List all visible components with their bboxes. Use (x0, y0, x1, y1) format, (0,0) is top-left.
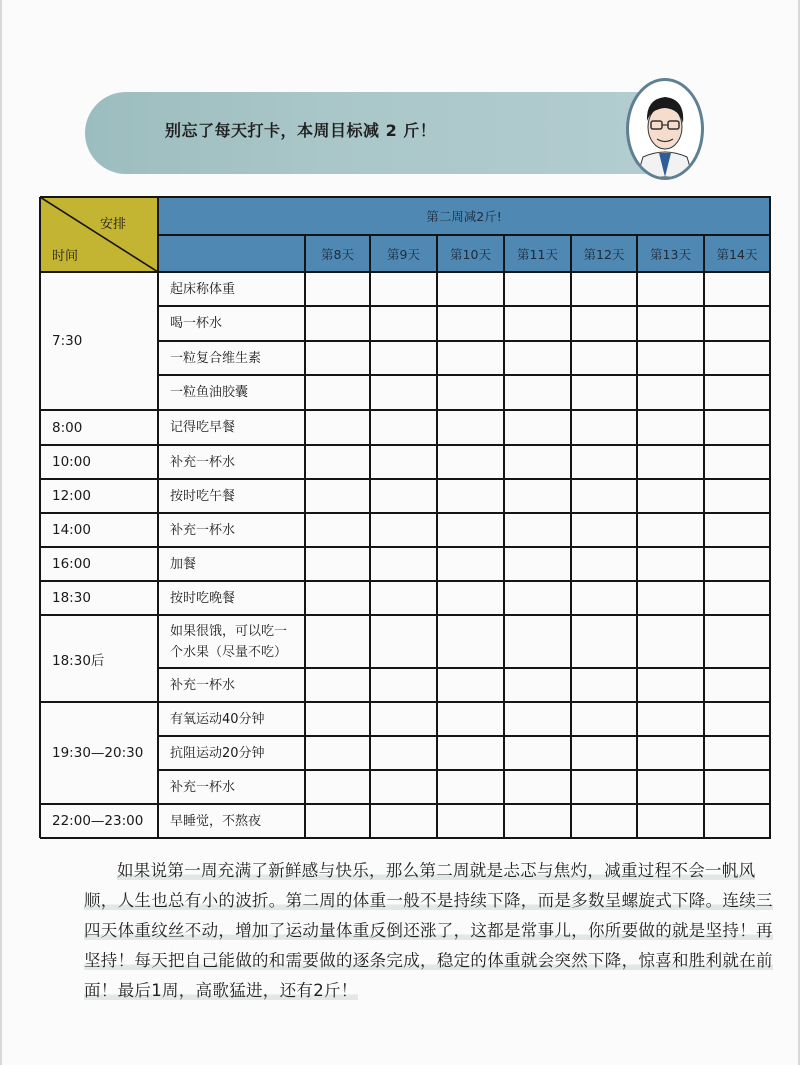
column-divider (703, 235, 705, 838)
column-divider (436, 235, 438, 838)
task-header-blank (158, 235, 305, 272)
row-divider (158, 735, 771, 737)
time-cell: 18:30 (52, 590, 91, 606)
column-divider (503, 235, 505, 838)
task-cell: 按时吃晚餐 (170, 590, 236, 606)
day-header: 第9天 (370, 235, 437, 272)
row-divider (40, 409, 771, 411)
table-border-bottom (40, 837, 771, 839)
body-paragraph (84, 856, 774, 1006)
task-cell: 抗阻运动20分钟 (170, 745, 265, 761)
task-cell: 补充一杯水 (170, 454, 236, 470)
day-header: 第12天 (571, 235, 637, 272)
task-cell: 如果很饿，可以吃一个水果（尽量不吃） (170, 623, 288, 660)
row-divider (158, 305, 771, 307)
row-divider (40, 512, 771, 514)
row-divider (158, 374, 771, 376)
corner-time-label: 时间 (52, 249, 79, 264)
row-divider (40, 803, 771, 805)
task-cell: 一粒复合维生素 (170, 350, 262, 366)
task-cell: 喝一杯水 (170, 316, 223, 331)
week-title-header: 第二周减2斤! (158, 197, 770, 235)
day-header: 第13天 (637, 235, 704, 272)
time-cell: 22:00—23:00 (52, 813, 144, 829)
day-header: 第10天 (437, 235, 504, 272)
task-cell: 补充一杯水 (170, 677, 236, 693)
corner-header-cell (40, 197, 158, 272)
row-divider (158, 234, 771, 236)
time-cell: 14:00 (52, 522, 91, 538)
time-cell: 12:00 (52, 488, 91, 504)
column-divider (304, 235, 306, 838)
task-cell: 有氧运动40分钟 (170, 711, 265, 727)
row-divider (40, 614, 771, 616)
time-cell: 10:00 (52, 454, 91, 470)
row-divider (40, 546, 771, 548)
row-divider (158, 667, 771, 669)
time-cell: 7:30 (52, 333, 83, 349)
day-header: 第8天 (305, 235, 370, 272)
time-cell: 16:00 (52, 556, 91, 572)
banner-text: 别忘了每天打卡，本周目标减 2 斤！ (165, 121, 437, 140)
row-divider (158, 340, 771, 342)
table-border-right (769, 197, 771, 838)
doctor-avatar-icon (626, 78, 704, 180)
task-cell: 补充一杯水 (170, 779, 236, 795)
task-cell: 加餐 (170, 556, 197, 572)
task-cell: 补充一杯水 (170, 522, 236, 538)
row-divider (40, 580, 771, 582)
time-cell: 8:00 (52, 419, 83, 436)
paragraph-text: 如果说第一周充满了新鲜感与快乐，那么第二周就是忐忑与焦灼，减重过程不会一帆风顺，人生也总有小的波折。第二周的体重一般不是持续下降，而是多数呈螺旋式下降。连续三四天体重纹丝不动，增加了运动量体重反倒还涨了，这都是常事儿，你所要做的就是坚持！再坚持！每天把自己能做的和需要做的逐条完成，稳定的体重就会突然下降，惊喜和胜利就在前面！最后1周，高歌猛进，还有2斤！ (84, 861, 773, 1000)
column-divider (369, 235, 371, 838)
row-divider (158, 769, 771, 771)
row-divider (40, 444, 771, 446)
time-cell: 19:30—20:30 (52, 745, 144, 761)
row-divider (40, 478, 771, 480)
task-cell: 按时吃午餐 (170, 488, 236, 504)
task-cell: 起床称体重 (170, 281, 236, 297)
table-border-top (40, 196, 771, 198)
day-header: 第14天 (704, 235, 770, 272)
task-cell: 一粒鱼油胶囊 (170, 385, 249, 400)
corner-arrangement-label: 安排 (100, 217, 127, 232)
table-border-left (39, 197, 41, 838)
time-cell: 18:30后 (52, 652, 105, 669)
day-header: 第11天 (504, 235, 571, 272)
doctor-portrait-icon (629, 81, 701, 177)
column-divider (636, 235, 638, 838)
row-divider (40, 271, 771, 273)
task-cell: 早睡觉，不熬夜 (170, 813, 262, 829)
task-cell: 记得吃早餐 (170, 420, 236, 435)
page-edge-left (0, 0, 2, 1065)
column-divider (570, 235, 572, 838)
column-divider (157, 197, 159, 838)
schedule-table (40, 197, 770, 838)
row-divider (40, 701, 771, 703)
